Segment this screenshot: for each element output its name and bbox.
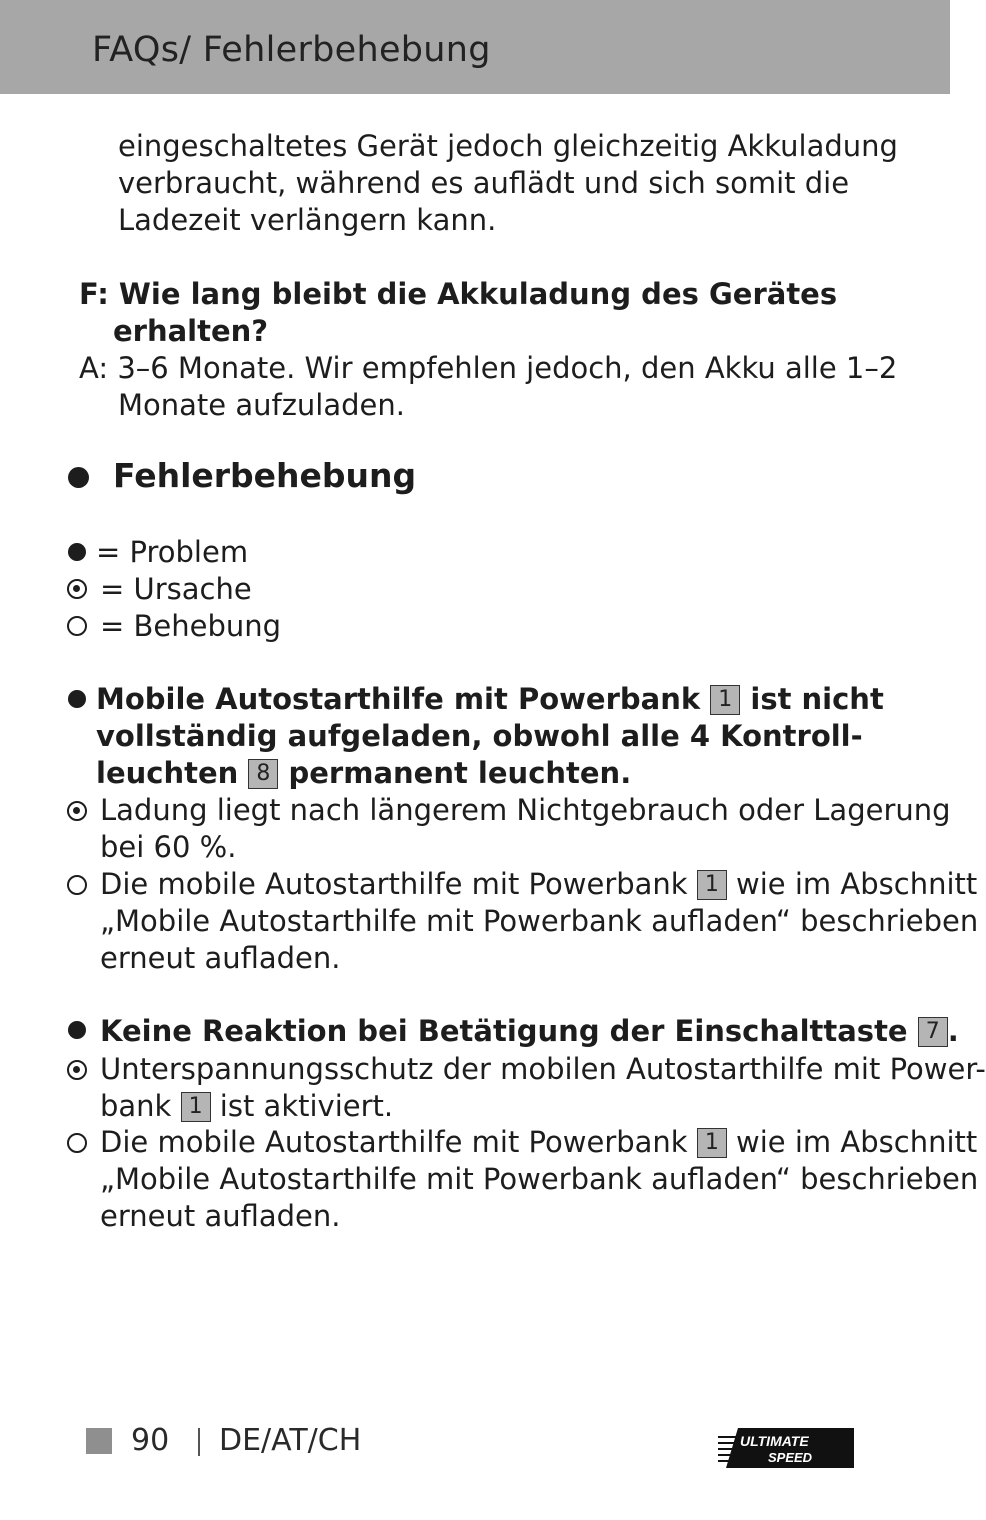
reference-number-badge: 7: [918, 1017, 948, 1047]
issue1-fix-line-2: „Mobile Autostarthilfe mit Powerbank aufladen“ beschrieben: [100, 904, 979, 938]
issue1-title-line-3: [96, 755, 631, 792]
issue2-title-line-1: [100, 1013, 959, 1050]
issue2-title-text-b: .: [947, 1014, 959, 1048]
issue2-title-text-a: Keine Reaktion bei Betätigung der Einschalttaste: [100, 1014, 908, 1048]
faq-answer-line-1: A: 3–6 Monate. Wir empfehlen jedoch, den Akku alle 1–2: [79, 351, 898, 385]
issue2-cause-text-a: bank: [100, 1089, 172, 1123]
faq-answer-line-2: Monate aufzuladen.: [118, 388, 405, 422]
reference-number-badge: 8: [248, 759, 278, 789]
section-bullet-icon: [68, 467, 89, 488]
issue2-fix-line-3: erneut aufladen.: [100, 1199, 341, 1233]
issue2-cause-text-b: ist aktiviert.: [219, 1089, 394, 1123]
logo-text-top: ULTIMATE: [740, 1433, 809, 1449]
fix-bullet-icon: [67, 1133, 87, 1153]
faq-question-line-1: F: Wie lang bleibt die Akkuladung des Gerätes: [79, 277, 838, 311]
problem-bullet-icon: [68, 1021, 86, 1039]
country-codes: DE/AT/CH: [219, 1423, 362, 1458]
reference-number-badge: 1: [697, 1128, 727, 1158]
problem-bullet-icon: [68, 543, 86, 561]
fix-bullet-icon: [67, 875, 87, 895]
legend-problem: = Problem: [96, 535, 249, 569]
logo-graphic: [718, 1426, 854, 1470]
page-number: 90: [131, 1423, 170, 1458]
issue2-cause-line-2: [100, 1088, 393, 1125]
reference-number-badge: 1: [697, 870, 727, 900]
problem-bullet-icon: [68, 690, 86, 708]
page-title: FAQs/ Fehlerbehebung: [92, 30, 491, 70]
cause-bullet-icon: [67, 1060, 87, 1080]
intro-line-3: Ladezeit verlängern kann.: [118, 203, 497, 237]
faq-question-line-2: erhalten?: [113, 314, 269, 348]
reference-number-badge: 1: [710, 685, 740, 715]
cause-bullet-icon: [67, 579, 87, 599]
issue1-title-text-c: leuchten: [96, 756, 239, 790]
issue1-title-line-1: [96, 681, 884, 718]
footer-divider: [198, 1428, 200, 1456]
issue1-title-text-b: ist nicht: [750, 682, 884, 716]
cause-bullet-icon: [67, 801, 87, 821]
logo-text-bottom: SPEED: [768, 1450, 813, 1465]
issue1-cause-line-2: bei 60 %.: [100, 830, 237, 864]
legend-fix: = Behebung: [100, 609, 282, 643]
fix-bullet-icon: [67, 616, 87, 636]
issue1-title-line-2: vollständig aufgeladen, obwohl alle 4 Kontroll-: [96, 719, 863, 753]
issue1-title-text-d: permanent leuchten.: [288, 756, 632, 790]
header-bar: [0, 0, 950, 94]
issue1-title-text-a: Mobile Autostarthilfe mit Powerbank: [96, 682, 701, 716]
issue1-fix-text-b: wie im Abschnitt: [736, 867, 978, 901]
issue1-cause-line-1: Ladung liegt nach längerem Nichtgebrauch oder Lagerung: [100, 793, 951, 827]
issue1-fix-line-3: erneut aufladen.: [100, 941, 341, 975]
issue2-fix-text-b: wie im Abschnitt: [736, 1125, 978, 1159]
legend-cause: = Ursache: [100, 572, 252, 606]
reference-number-badge: 1: [181, 1092, 211, 1122]
issue2-fix-text-a: Die mobile Autostarthilfe mit Powerbank: [100, 1125, 688, 1159]
ultimate-speed-logo: [718, 1426, 854, 1470]
issue2-fix-line-2: „Mobile Autostarthilfe mit Powerbank aufladen“ beschrieben: [100, 1162, 979, 1196]
issue2-fix-line-1: [100, 1124, 977, 1161]
issue2-cause-line-1: Unterspannungsschutz der mobilen Autostarthilfe mit Power-: [100, 1052, 986, 1086]
intro-line-2: verbraucht, während es auflädt und sich somit die: [118, 166, 850, 200]
page-marker-square: [86, 1428, 112, 1454]
intro-line-1: eingeschaltetes Gerät jedoch gleichzeitig Akkuladung: [118, 129, 898, 163]
section-title: Fehlerbehebung: [113, 456, 417, 495]
issue1-fix-text-a: Die mobile Autostarthilfe mit Powerbank: [100, 867, 688, 901]
issue1-fix-line-1: [100, 866, 977, 903]
